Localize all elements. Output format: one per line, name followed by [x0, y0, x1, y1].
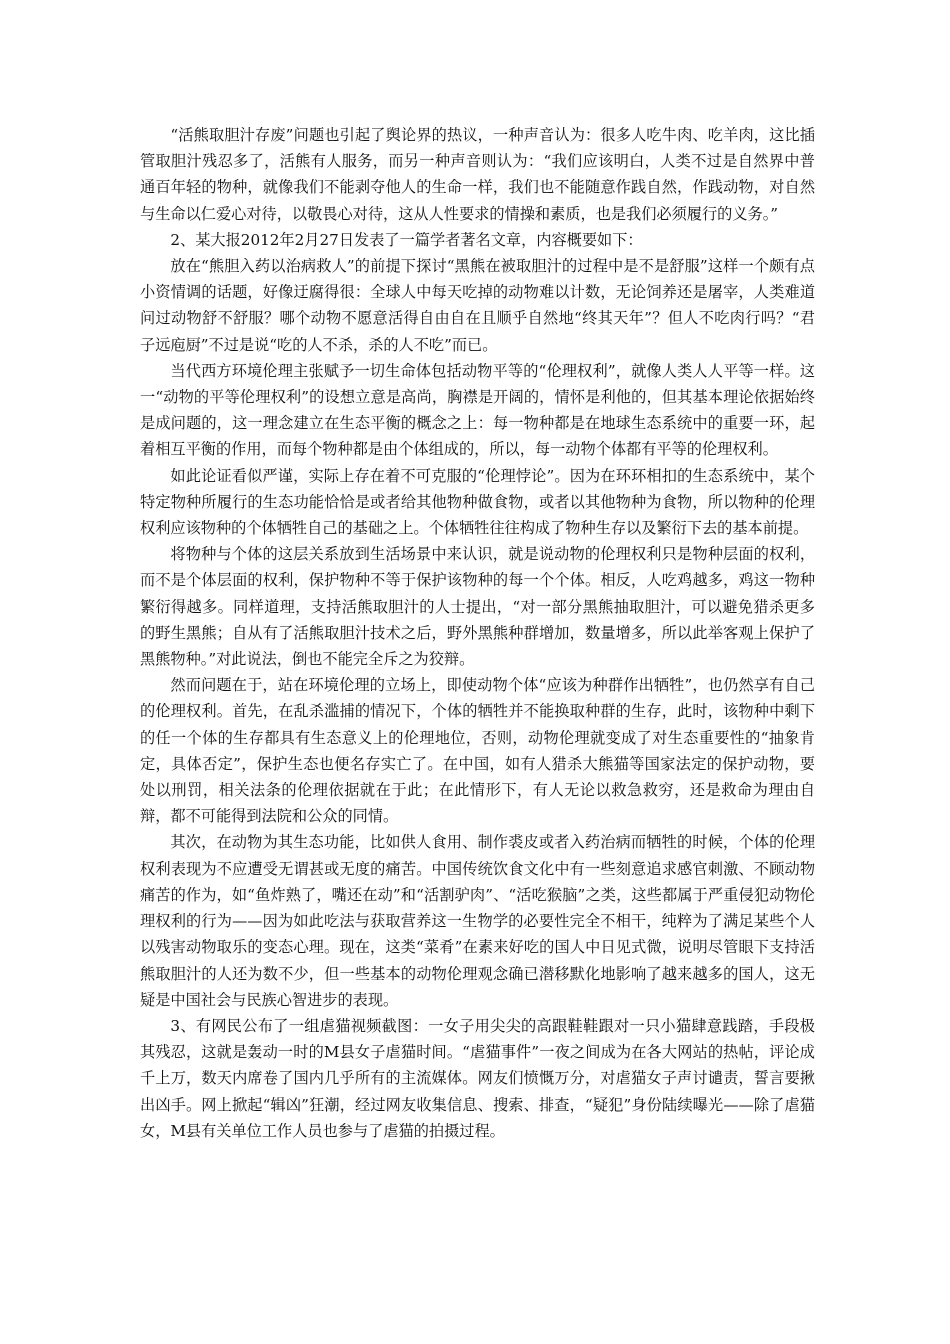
paragraph-individual-rights: 然而问题在于，站在环境伦理的立场上，即使动物个体“应该为种群作出牺牲”，也仍然享有自己的伦理权利。首先，在乱杀滥捕的情况下，个体的牺牲并不能换取种群的生存，此时，该物种中剩下的任一个体的生存都具有生态意义上的伦理地位，否则，动物伦理就变成了对生态重要性的“抽象肯定，具体否定”，保护生态也便名存实亡了。在中国，如有人猎杀大熊猫等国家法定的保护动物，要处以刑罚，相关法条的伦理依据就在于此；在此情形下，有人无论以救急救穷，还是救命为理由自辩，都不可能得到法院和公众的同情。: [140, 676, 815, 826]
paragraph-ethical-paradox: 如此论证看似严谨，实际上存在着不可克服的“伦理悖论”。因为在环环相扣的生态系统中，某个特定物种所履行的生态功能恰恰是或者给其他物种做食物，或者以其他物种为食物，所以物种的伦理权利应该物种的个体牺牲自己的基础之上。个体牺牲往往构成了物种生存以及繁衍下去的基本前提。: [140, 466, 815, 538]
paragraph-article-premise: 放在“熊胆入药以治病救人”的前提下探讨“黑熊在被取胆汁的过程中是不是舒服”这样一个颇有点小资情调的话题，好像迂腐得很：全球人中每天吃掉的动物难以计数，无论饲养还是屠宰，人类难道问过动物舒不舒服？哪个动物不愿意活得自由自在且顺乎自然地“终其天年”？但人不吃肉行吗？“君子远庖厨”不过是说“吃的人不杀，杀的人不吃”而已。: [140, 257, 815, 354]
document-page: [140, 122, 815, 1144]
paragraph-bear-bile-debate: “活熊取胆汁存废”问题也引起了舆论界的热议，一种声音认为：很多人吃牛肉、吃羊肉，这比插管取胆汁残忍多了，活熊有人服务，而另一种声音则认为：“我们应该明白，人类不过是自然界中普通百年轻的物种，就像我们不能剥夺他人的生命一样，我们也不能随意作践自然，作践动物，对自然与生命以仁爱心对待，以敬畏心对待，这从人性要求的情操和素质，也是我们必须履行的义务。”: [140, 126, 815, 223]
paragraph-species-vs-individual: 将物种与个体的这层关系放到生活场景中来认识，就是说动物的伦理权利只是物种层面的权利，而不是个体层面的权利，保护物种不等于保护该物种的每一个个体。相反，人吃鸡越多，鸡这一物种繁衍得越多。同样道理，支持活熊取胆汁的人士提出，“对一部分黑熊抽取胆汁，可以避免猎杀更多的野生黑熊；自从有了活熊取胆汁技术之后，野外黑熊种群增加，数量增多，所以此举客观上保护了黑熊物种。”对此说法，倒也不能完全斥之为狡辩。: [140, 545, 815, 669]
paragraph-item-3-cat-abuse: 3、有网民公布了一组虐猫视频截图：一女子用尖尖的高跟鞋鞋跟对一只小猫肆意践踏，手段极其残忍，这就是轰动一时的M县女子虐猫时间。“虐猫事件”一夜之间成为在各大网站的热帖，评论成千上万，数天内席卷了国内几乎所有的主流媒体。网友们愤慨万分，对虐猫女子声讨谴责，誓言要揪出凶手。网上掀起“辑凶”狂潮，经过网友收集信息、搜索、排查，“疑犯”身份陆续曝光——除了虐猫女，M县有关单位工作人员也参与了虐猫的拍摄过程。: [140, 1016, 815, 1140]
paragraph-western-ethics: 当代西方环境伦理主张赋予一切生命体包括动物平等的“伦理权利”，就像人类人人平等一样。这一“动物的平等伦理权利”的设想立意是高尚，胸襟是开阔的，情怀是利他的，但其基本理论依据始终是成问题的，这一理念建立在生态平衡的概念之上：每一物种都是在地球生态系统中的重要一环，起着相互平衡的作用，而每个物种都是由个体组成的，所以，每一动物个体都有平等的伦理权利。: [140, 361, 815, 459]
paragraph-needless-suffering: 其次，在动物为其生态功能，比如供人食用、制作裘皮或者入药治病而牺牲的时候，个体的伦理权利表现为不应遭受无谓甚或无度的痛苦。中国传统饮食文化中有一些刻意追求感官刺激、不顾动物痛苦的作为，如“鱼炸熟了，嘴还在动”和“活割驴肉”、“活吃猴脑”之类，这些都属于严重侵犯动物伦理权利的行为——因为如此吃法与获取营养这一生物学的必要性完全不相干，纯粹为了满足某些个人以残害动物取乐的变态心理。现在，这类“菜肴”在素来好吃的国人中日见式微，说明尽管眼下支持活熊取胆汁的人还为数不少，但一些基本的动物伦理观念确已潜移默化地影响了越来越多的国人，这无疑是中国社会与民族心智进步的表现。: [140, 833, 815, 1009]
paragraph-item-2-intro: 2、某大报2012年2月27日发表了一篇学者著名文章，内容概要如下：: [170, 230, 643, 249]
